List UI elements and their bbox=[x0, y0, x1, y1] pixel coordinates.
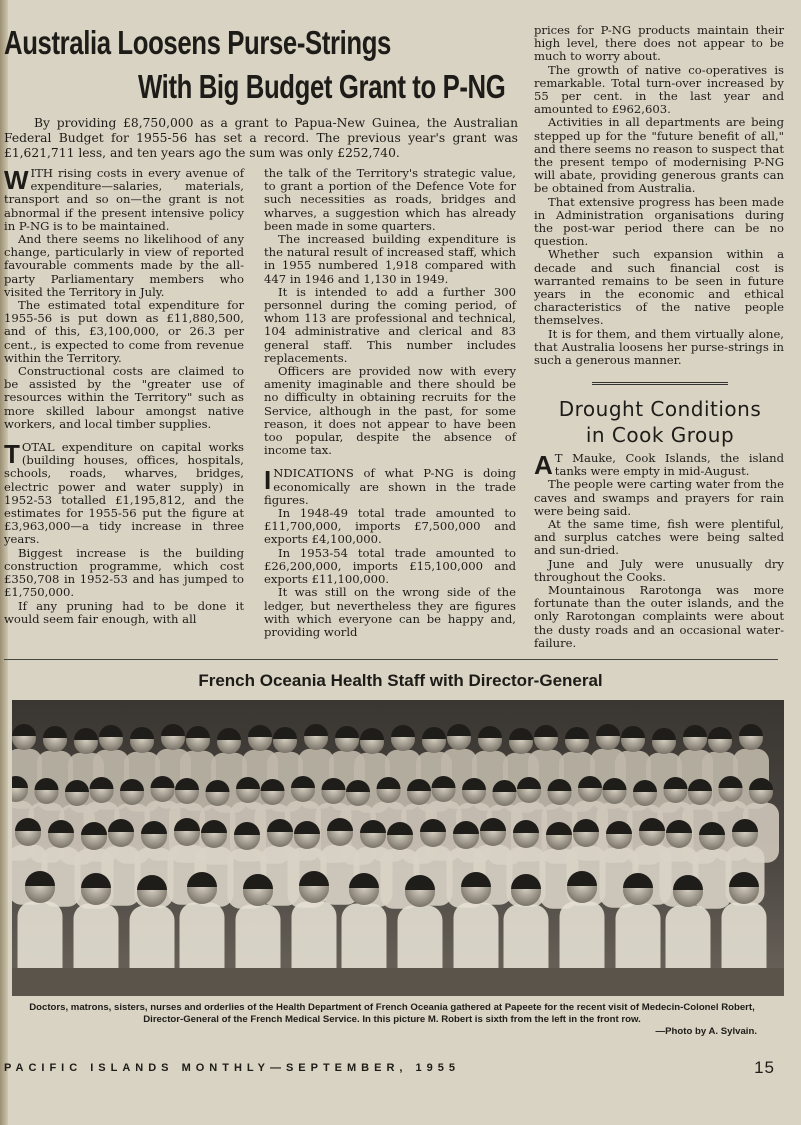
headline-line-2: With Big Budget Grant to P-NG bbox=[138, 68, 506, 105]
paragraph: A T Mauke, Cook Islands, the island tanks were empty in mid-August. bbox=[534, 450, 784, 480]
paragraph: In 1953-54 total trade amounted to £26,200,000, imports £15,100,000 and exports £11,100,000. bbox=[264, 545, 516, 587]
group-photograph bbox=[12, 700, 784, 996]
article-headline bbox=[4, 24, 524, 106]
paragraph: TOTAL expenditure on capital works (building houses, offices, hospitals, schools, roads, wharves, bridges, electric power and water supply) in 1952-53 totalled £1,195,812, and the estimates for 1955-56 put the figure at £3,963,000—a tidy increase in three years. bbox=[4, 439, 244, 547]
paragraph: The growth of native co-operatives is remarkable. Total turn-over increased by 55 per cent. in the last year and amounted to £962,603. bbox=[534, 62, 784, 117]
group-photo-illustration bbox=[12, 700, 784, 996]
paragraph: The estimated total expenditure for 1955-56 is put down as £11,880,500, and of this, £3,100,000, or 26.3 per cent., is expected to come from revenue within the Territory. bbox=[4, 298, 244, 365]
drought-article bbox=[534, 452, 784, 650]
paragraph: Biggest increase is the building construction programme, which cost £350,708 in 1952-53 and has jumped to £1,750,000. bbox=[4, 545, 244, 600]
drought-headline-line-1: Drought Conditions bbox=[558, 397, 762, 421]
paragraph: If any pruning had to be done it would seem fair enough, with all bbox=[4, 598, 244, 626]
paragraph: The people were carting water from the caves and swamps and prayers for rain were being said. bbox=[534, 477, 784, 518]
section-divider bbox=[592, 382, 728, 385]
drought-headline-line-2: in Cook Group bbox=[585, 423, 735, 447]
paragraph: INDICATIONS of what P-NG is doing economically are shown in the trade figures. bbox=[264, 465, 516, 507]
paragraph: Whether such expansion within a decade and such financial cost is warranted remains to be seen in future years in the economic and ethical characteristics of the native people themselves. bbox=[534, 247, 784, 328]
paragraph: Officers are provided now with every amenity imaginable and there should be no difficulty in obtaining recruits for the Service, although in the past, for some reason, it does not appear to have been too popular, despite the absence of income tax. bbox=[264, 364, 516, 458]
paragraph: Constructional costs are claimed to be assisted by the "greater use of resources within the Territory" such as more skilled labour amongst native workers, and local timber supplies. bbox=[4, 364, 244, 431]
paragraph: And there seems no likelihood of any change, particularly in view of reported favourable comments made by the all-party Parliamentary members who visited the Territory in July. bbox=[4, 232, 244, 299]
paragraph: the talk of the Territory's strategic value, to grant a portion of the Defence Vote for such necessities as roads, bridges and wharves, a suggestion which has already been made in some quarters. bbox=[264, 166, 516, 233]
paragraph: prices for P-NG products maintain their high level, there does not appear to be much to worry about. bbox=[534, 23, 784, 64]
paragraph: The increased building expenditure is the natural result of increased staff, which in 1955 numbered 1,918 compared with 447 in 1946 and 1,130 in 1949. bbox=[264, 232, 516, 286]
photo-caption: Doctors, matrons, sisters, nurses and orderlies of the Health Department of French Oceania gathered at Papeete for the recent visit of Medecin-Colonel Robert, Director-General of the French Medical Service. In this picture M. Robert is sixth from the left in the front row. bbox=[29, 1002, 755, 1025]
drop-cap: W bbox=[4, 165, 28, 195]
paragraph: June and July were unusually dry throughout the Cooks. bbox=[534, 556, 784, 584]
horizontal-rule bbox=[4, 659, 778, 660]
drop-cap: I bbox=[264, 465, 271, 496]
drought-headline bbox=[536, 396, 784, 448]
page-number: 15 bbox=[754, 1058, 775, 1077]
headline-line-1: Australia Loosens Purse-Strings bbox=[4, 24, 391, 61]
paragraph: WITH rising costs in every avenue of expenditure—salaries, materials, transport and so on—the grant is not abnormal if the present intensive policy in P-NG is to be maintained. bbox=[4, 165, 244, 233]
article-column-2 bbox=[264, 167, 516, 639]
paragraph: Activities in all departments are being stepped up for the "future benefit of all," and there seems no reason to suspect that the present tempo of modernising P-NG will abate, providing generous grants can be obtained from Australia. bbox=[534, 115, 784, 196]
paragraph: That extensive progress has been made in Administration organisations during the post-war period there can be no question. bbox=[534, 194, 784, 249]
paragraph: It was still on the wrong side of the ledger, but nevertheless they are figures with which everyone can be happy and, providing world bbox=[264, 585, 516, 639]
drop-cap: T bbox=[4, 439, 19, 470]
paragraph: In 1948-49 total trade amounted to £11,700,000, imports £7,500,000 and exports £4,100,000. bbox=[264, 506, 516, 547]
paragraph: It is for them, and them virtually alone, that Australia loosens her purse-strings in such a generous manner. bbox=[534, 326, 784, 368]
running-footer: PACIFIC ISLANDS MONTHLY—SEPTEMBER, 1955 bbox=[4, 1062, 460, 1074]
article-column-3 bbox=[534, 24, 784, 367]
article-intro: By providing £8,750,000 as a grant to Papua-New Guinea, the Australian Federal Budget for 1955-56 has set a record. The previous year's grant was £1,621,711 less, and ten years ago the sum was only £252,740. bbox=[4, 116, 518, 161]
ground bbox=[12, 968, 784, 996]
paragraph: At the same time, fish were plentiful, and surplus catches were being salted and sun-dried. bbox=[534, 517, 784, 558]
drop-cap: A bbox=[534, 450, 552, 480]
paragraph: Mountainous Rarotonga was more fortunate than the outer islands, and the only Rarotongan complaints were about the dusty roads and an occasional water-failure. bbox=[534, 583, 784, 650]
paragraph: It is intended to add a further 300 personnel during the coming period, of whom 113 are professional and technical, 104 administrative and clerical and 83 general staff. This number includes replacements. bbox=[264, 284, 516, 365]
article-column-1 bbox=[4, 167, 244, 626]
photo-headline: French Oceania Health Staff with Director-General bbox=[198, 671, 603, 690]
photo-credit: —Photo by A. Sylvain. bbox=[655, 1026, 757, 1037]
